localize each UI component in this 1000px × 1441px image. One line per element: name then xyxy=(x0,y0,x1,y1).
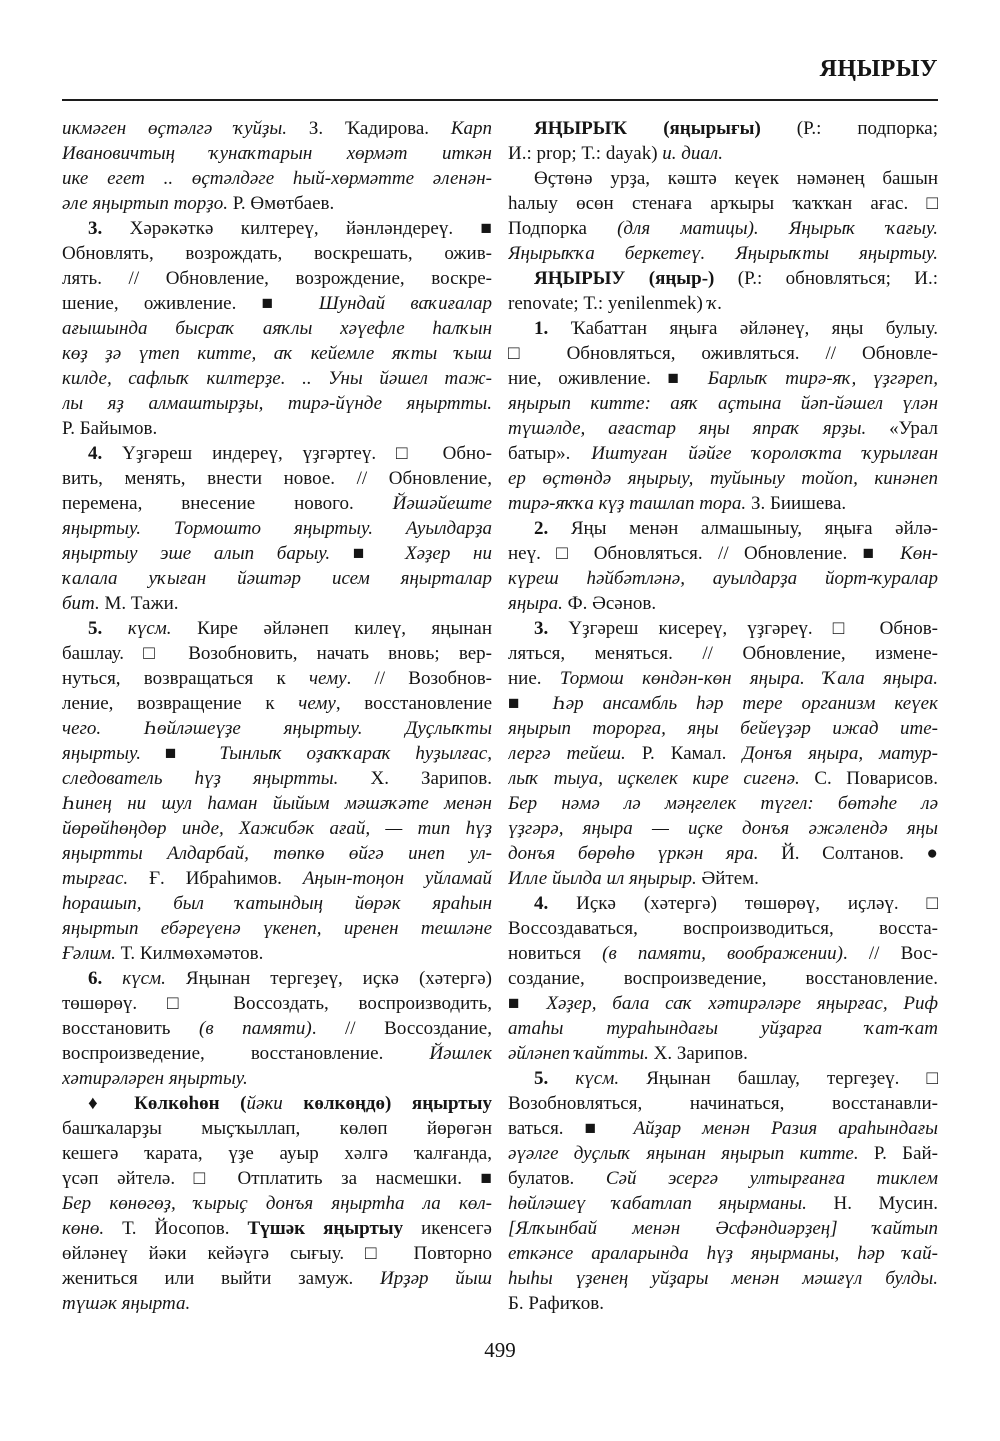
text-run: әле яңыртып торҙо. xyxy=(62,193,228,214)
text-run: һалыу өсөн стенаға арҡыры ҡаҡҡан ағас. □ xyxy=(508,193,938,214)
text-run: Кире әйләнеп килеү, яңынан xyxy=(171,618,492,639)
text-run: түшәк яңырта. xyxy=(62,1293,191,1314)
text-line xyxy=(62,1191,492,1216)
text-run: ние, оживление. ■ xyxy=(508,368,708,389)
text-line xyxy=(62,866,492,891)
text-run: яңыра. xyxy=(508,593,563,614)
text-line xyxy=(62,116,492,141)
text-line xyxy=(508,1041,938,1066)
text-line xyxy=(62,1241,492,1266)
text-columns xyxy=(62,116,938,1316)
text-run: 4. xyxy=(88,443,103,464)
text-run: шение, оживление. ■ xyxy=(62,293,319,314)
text-run: ние. xyxy=(508,668,560,689)
text-line xyxy=(508,866,938,891)
text-run: . // Вос- xyxy=(842,943,938,964)
text-line xyxy=(62,1041,492,1066)
text-run: Ғәлим. xyxy=(62,943,116,964)
page-number: 499 xyxy=(484,1338,516,1362)
text-run: создание, воспроизведение, восстановление. xyxy=(508,968,938,989)
text-run: яңыртыу. Тормошто яңыртыу. Ауылдарҙа xyxy=(62,518,492,539)
text-run: Воссоздаваться, воспроизводиться, восста- xyxy=(508,918,938,939)
text-run: Яңы менән алмашыныу, яңыға әйлә- xyxy=(548,518,938,539)
text-run: Хәрәкәткә килтереү, йәнләндереү. ■ xyxy=(102,218,492,239)
text-run: Тынлыҡ оҙаҡҡараҡ һуҙылғас, xyxy=(219,743,492,764)
text-run: (в памяти, воображении) xyxy=(602,943,843,964)
text-run: килде, сафлыҡ килтерҙе. .. Уны йәшел таж- xyxy=(62,368,492,389)
text-line xyxy=(62,566,492,591)
text-run: көнө. xyxy=(62,1218,105,1239)
text-run: Н. Мусин. xyxy=(806,1193,938,1214)
text-run: нуться, возвращаться к xyxy=(62,668,309,689)
text-run: ҡалала уҡыған йәштәр исем яңырталар xyxy=(62,568,492,589)
text-line xyxy=(508,416,938,441)
text-run: Т. Килмөхәмәтов. xyxy=(115,943,264,964)
text-run: һөйләшеү ҡабатлап яңырманы. xyxy=(508,1193,807,1214)
text-line xyxy=(508,266,938,291)
text-run: Ирҙәр йыш xyxy=(379,1268,492,1289)
text-run: икенсегә xyxy=(403,1218,492,1239)
text-run: неү. □ Обновляться. // Обновление. ■ xyxy=(508,543,901,564)
text-run: 4. xyxy=(534,893,549,914)
text-line xyxy=(508,541,938,566)
text-run: лергә тейеш. xyxy=(508,743,626,764)
text-run: яңыртыу эше алып барыу. xyxy=(62,543,331,564)
text-run: Иштуған йәйге ҡоролоҡта ҡурылған xyxy=(591,443,938,464)
text-line xyxy=(62,1091,492,1116)
text-line xyxy=(62,991,492,1016)
text-run: үҙгәрә, яңыра — иҫке донъя әжәлендә яңы xyxy=(508,818,938,839)
text-run: лы яҙ алмаштырҙы, тирә-йүнде яңыртты. xyxy=(62,393,492,414)
text-line xyxy=(62,1216,492,1241)
text-run: тырғас. xyxy=(62,868,129,889)
text-run: башлау. □ Возобновить, начать вновь; вер- xyxy=(62,643,492,664)
text-run: ляться, меняться. // Обновление, измене- xyxy=(508,643,938,664)
text-line xyxy=(62,141,492,166)
text-run: Үҙгәреш кисереү, үҙгәреү. □ Обнов- xyxy=(548,618,938,639)
text-line xyxy=(62,891,492,916)
text-line xyxy=(508,941,938,966)
running-head: ЯҢЫРЫУ xyxy=(819,56,938,82)
text-line xyxy=(62,441,492,466)
text-run: 2. xyxy=(534,518,549,539)
text-run: күреш һәйбәтләнә, ауылдарҙа йорт-ҡуралар xyxy=(508,568,938,589)
text-run: күсм. xyxy=(548,1068,620,1089)
text-run: 5. xyxy=(534,1068,549,1089)
text-line xyxy=(508,116,938,141)
text-run: (для матицы). Яңырыҡ ҡағыу. xyxy=(617,218,938,239)
text-run: үсәп әйтелә. □ Отплатить за насмешки. ■ xyxy=(62,1168,492,1189)
text-run: Илле йылда ил яңырыр. xyxy=(508,868,697,889)
text-run: бит. xyxy=(62,593,100,614)
text-line xyxy=(508,966,938,991)
text-run: ваться. ■ xyxy=(508,1118,634,1139)
text-line xyxy=(62,241,492,266)
text-run: көҙ ҙә үтеп китте, аҡ кейемле яҡты ҡыш xyxy=(62,343,492,364)
text-run: З. Биишева. xyxy=(746,493,847,514)
text-run: И.: prop; Т.: dayak) xyxy=(508,143,663,164)
text-line xyxy=(508,1066,938,1091)
text-run: Аңын-тоңон уйламай xyxy=(302,868,492,889)
text-run: Возобновляться, начинаться, восстанавли- xyxy=(508,1093,938,1114)
text-line xyxy=(508,591,938,616)
text-run: башҡаларҙы мыҫҡыллап, көлөп йөрөгән xyxy=(62,1118,492,1139)
text-line xyxy=(508,466,938,491)
text-line xyxy=(508,991,938,1016)
text-line xyxy=(62,366,492,391)
text-line xyxy=(508,1216,938,1241)
text-line xyxy=(62,691,492,716)
text-line xyxy=(508,691,938,716)
text-run: «Урал xyxy=(866,418,938,439)
text-run: Й. Солтанов. ● xyxy=(758,843,938,864)
text-line xyxy=(62,641,492,666)
text-run: атаһы тураһындағы уйҙарға ҡат-ҡат xyxy=(508,1018,938,1039)
text-line xyxy=(508,241,938,266)
text-line xyxy=(508,916,938,941)
text-run: Х. Зарипов. xyxy=(338,768,492,789)
text-line xyxy=(508,191,938,216)
text-line xyxy=(62,341,492,366)
text-line xyxy=(62,416,492,441)
text-run: жениться или выйти замуж. xyxy=(62,1268,380,1289)
text-run: төшөрөү. □ Воссоздать, воспроизводить, xyxy=(62,993,492,1014)
text-run: Бер нәмә лә мәңгелек түгел: бөтәһе лә xyxy=(508,793,938,814)
text-line xyxy=(508,441,938,466)
text-line xyxy=(508,316,938,341)
text-run: Үҙгәреш индереү, үҙгәртеү. □ Обно- xyxy=(102,443,492,464)
text-line xyxy=(62,741,492,766)
text-line xyxy=(62,316,492,341)
text-run: ■ xyxy=(508,993,547,1014)
text-line xyxy=(508,1291,938,1316)
text-run: Көн- xyxy=(900,543,938,564)
text-run: Яңынан башлау, тергеҙеү. □ xyxy=(619,1068,938,1089)
text-run: renovate; Т.: yenilenmek) xyxy=(508,293,708,314)
text-line xyxy=(508,491,938,516)
text-run: 3. xyxy=(534,618,549,639)
text-run: Сәй эсергә ултырғанға тиклем xyxy=(605,1168,938,1189)
text-line xyxy=(62,941,492,966)
text-run: . // Возобнов- xyxy=(346,668,492,689)
text-run: ер өҫтөндә яңырыу, туйыныу тойоп, кинәнеп xyxy=(508,468,938,489)
text-run: Т. Йосопов. xyxy=(104,1218,248,1239)
text-line xyxy=(62,1116,492,1141)
text-run: ЯҢЫРЫҠ (яңырығы) xyxy=(534,118,761,139)
text-run: ағышында бысраҡ аяҡлы хәүефле һалҡын xyxy=(62,318,492,339)
text-run: һорашып, был ҡатындың йөрәк яраһын xyxy=(62,893,492,914)
text-run: 6. xyxy=(88,968,103,989)
text-run: [Ялҡынбай менән Әсфәндиәрҙең] ҡайтып xyxy=(508,1218,938,1239)
text-line xyxy=(62,166,492,191)
text-line xyxy=(62,916,492,941)
text-run: Иҫкә (хәтергә) төшөрөү, иҫләү. □ xyxy=(548,893,938,914)
text-run: восстановить xyxy=(62,1018,200,1039)
text-run: Х. Зарипов. xyxy=(648,1043,748,1064)
text-line xyxy=(508,1166,938,1191)
text-line xyxy=(62,1266,492,1291)
text-line xyxy=(508,566,938,591)
text-run: Йәшлек xyxy=(429,1043,492,1064)
text-run: өйләнеү йәки кейәүгә сығыу. □ Повторно xyxy=(62,1243,492,1264)
text-run: Хәҙер ни xyxy=(404,543,492,564)
text-run: ление, возвращение к xyxy=(62,693,299,714)
text-run: еткәнсе араларында һүҙ яңырманы, һәр ҡай- xyxy=(508,1243,938,1264)
text-run: Айҙар менән Разия араһындағы xyxy=(633,1118,938,1139)
text-run: Шундай ваҡиғалар xyxy=(318,293,492,314)
text-line xyxy=(508,766,938,791)
text-line xyxy=(508,1266,938,1291)
column-right xyxy=(508,116,938,1316)
text-line xyxy=(508,741,938,766)
text-line xyxy=(508,216,938,241)
text-run: Обновлять, возрождать, воскрешать, ожив- xyxy=(62,243,492,264)
text-line xyxy=(62,191,492,216)
text-run: түшәлде, ағастар яңы япраҡ ярҙы. xyxy=(508,418,867,439)
text-run: и. диал. xyxy=(662,143,723,164)
column-left xyxy=(62,116,492,1316)
text-run: чему xyxy=(308,668,347,689)
text-line xyxy=(508,366,938,391)
text-run: Ф. Әсәнов. xyxy=(562,593,657,614)
text-run: ике егет .. өҫтәлдәге һый-хөрмәтте әленән- xyxy=(62,168,492,189)
text-line xyxy=(508,166,938,191)
text-line xyxy=(62,1141,492,1166)
text-line xyxy=(62,516,492,541)
text-line xyxy=(62,466,492,491)
text-run: тирә-яҡҡа күҙ ташлап тора. xyxy=(508,493,747,514)
text-run: күсм. xyxy=(102,968,166,989)
text-line xyxy=(62,391,492,416)
text-line xyxy=(508,1016,938,1041)
text-run: Яңырыҡҡа беркетеү. Яңырыҡты яңыртыу. xyxy=(508,243,938,264)
text-run: Һәр ансамбль һәр тере организм кеүек xyxy=(552,693,938,714)
text-line xyxy=(62,966,492,991)
text-run: Р. Камал. xyxy=(625,743,743,764)
text-run: новиться xyxy=(508,943,603,964)
text-run: Р. Өмөтбаев. xyxy=(227,193,335,214)
text-run: яңырып китте: аяҡ аҫтына йәп-йәшел үлән xyxy=(508,393,938,414)
text-run: Р. Байымов. xyxy=(62,418,158,439)
text-line xyxy=(508,816,938,841)
text-run: воспроизведение, восстановление. xyxy=(62,1043,430,1064)
text-run: М. Тажи. xyxy=(99,593,179,614)
text-run: лыҡ тыуа, иҫкелек кире сигенә. xyxy=(508,768,800,789)
text-line xyxy=(62,491,492,516)
text-run: йәки xyxy=(246,1093,283,1114)
text-run: Ғ. Ибраһимов. xyxy=(128,868,303,889)
text-line xyxy=(508,291,938,316)
text-line xyxy=(62,1016,492,1041)
text-run: икмәген өҫтәлгә ҡуйҙы. xyxy=(62,118,288,139)
text-run: следователь һүҙ яңыртты. xyxy=(62,768,339,789)
text-run: ЯҢЫРЫУ (яңыр-) xyxy=(534,268,715,289)
text-run: күсм. xyxy=(102,618,172,639)
text-line xyxy=(508,641,938,666)
text-run: Һинең ни шул һаман йыйым мәшәҡәте менән xyxy=(62,793,492,814)
text-run: ♦ xyxy=(88,1093,135,1114)
text-line xyxy=(508,716,938,741)
text-line xyxy=(508,841,938,866)
text-run: яңыртып ебәреүенә үкенеп, иренен тешләне xyxy=(62,918,492,939)
text-run: Әйтем. xyxy=(696,868,759,889)
text-run: Донъя яңыра, матур- xyxy=(742,743,938,764)
text-run: әүәлге дуҫлыҡ яңынан яңырып китте. xyxy=(508,1143,859,1164)
header-divider xyxy=(62,99,938,101)
text-run: Түшәк яңыртыу xyxy=(247,1218,404,1239)
text-run: ҡ. xyxy=(707,293,723,314)
text-run: □ Обновляться, оживляться. // Обновле- xyxy=(508,343,938,364)
text-run: чему xyxy=(298,693,336,714)
text-run: 1. xyxy=(534,318,549,339)
text-line xyxy=(508,666,938,691)
text-run: донъя бөрөһө үркән яра. xyxy=(508,843,759,864)
text-line xyxy=(508,616,938,641)
text-run: һыһы үҙенең уйҙары менән мәшғүл булды. xyxy=(508,1268,938,1289)
text-line xyxy=(508,341,938,366)
text-line xyxy=(508,891,938,916)
text-line xyxy=(508,1191,938,1216)
text-line xyxy=(62,766,492,791)
text-run: Подпорка xyxy=(508,218,618,239)
text-line xyxy=(62,791,492,816)
text-line xyxy=(508,1241,938,1266)
text-run: (Р.: обновляться; И.: xyxy=(714,268,938,289)
text-line xyxy=(62,216,492,241)
text-run: (Р.: подпорка; xyxy=(760,118,938,139)
text-run: С. Поварисов. xyxy=(799,768,938,789)
text-line xyxy=(62,666,492,691)
text-run: яңырып торорға, яңы бейеүҙәр ижад ите- xyxy=(508,718,938,739)
text-run: Б. Рафиҡов. xyxy=(508,1293,605,1314)
text-run: яңыртыу. xyxy=(62,743,141,764)
text-run: перемена, внесение нового. xyxy=(62,493,393,514)
text-line xyxy=(62,266,492,291)
text-run: лять. // Обновление, возрождение, воскре- xyxy=(62,268,492,289)
text-run: ■ xyxy=(140,743,220,764)
text-run: ■ xyxy=(330,543,405,564)
text-run: батыр». xyxy=(508,443,592,464)
text-line xyxy=(62,716,492,741)
text-line xyxy=(62,541,492,566)
text-run: Яңынан тергеҙеү, иҫкә (хәтергә) xyxy=(165,968,492,989)
text-run: Ивановичтың ҡунаҡтарын хөрмәт иткән xyxy=(62,143,492,164)
text-run: Тормош көндән-көн яңыра. Ҡала яңыра. xyxy=(559,668,938,689)
text-run: , восстановление xyxy=(335,693,492,714)
text-run: Хәҙер, бала саҡ хәтирәләре яңырғас, Риф xyxy=(546,993,938,1014)
text-line xyxy=(508,791,938,816)
text-line xyxy=(508,516,938,541)
text-run: йөрөйһөңдөр инде, Хажибәк ағай, — тип һүҙ xyxy=(62,818,492,839)
text-run: Йәшәйеште xyxy=(392,493,492,514)
text-run: Ҡабаттан яңыға әйләнеү, яңы булыу. xyxy=(548,318,938,339)
text-run: . // Воссоздание, xyxy=(311,1018,492,1039)
text-line xyxy=(508,141,938,166)
text-run: кешегә ҡарата, үҙе ауыр хәлгә ҡалғанда, xyxy=(62,1143,492,1164)
text-run: көлкөңдө) яңыртыу xyxy=(282,1093,492,1114)
text-run: 3. xyxy=(88,218,103,239)
text-run: 5. xyxy=(88,618,103,639)
text-line xyxy=(508,1116,938,1141)
text-run: Барлыҡ тирә-яҡ, үҙгәреп, xyxy=(707,368,938,389)
text-line xyxy=(62,616,492,641)
text-run: вить, менять, внести новое. // Обновление, xyxy=(62,468,492,489)
text-run: (в памяти) xyxy=(199,1018,312,1039)
text-run: Р. Бай- xyxy=(858,1143,938,1164)
text-line xyxy=(62,1066,492,1091)
text-line xyxy=(508,391,938,416)
text-line xyxy=(62,816,492,841)
text-run: чего. Һөйләшеүҙе яңыртыу. Дуҫлыҡты xyxy=(62,718,492,739)
text-run: Карп xyxy=(450,118,492,139)
text-line xyxy=(62,841,492,866)
text-run: Өҫтөнә урҙа, кәштә кеүек нәмәнең башын xyxy=(534,168,938,189)
text-run: булатов. xyxy=(508,1168,606,1189)
text-run: З. Ҡадирова. xyxy=(287,118,451,139)
text-line xyxy=(508,1091,938,1116)
text-run: Бер көнөгөҙ, ҡырыҫ донъя яңыртһа ла көл- xyxy=(62,1193,492,1214)
text-run: ■ xyxy=(508,693,553,714)
text-run: яңыртты Алдарбай, төпкө өйгә инеп ул- xyxy=(62,843,492,864)
text-line xyxy=(62,291,492,316)
text-line xyxy=(62,1166,492,1191)
text-line xyxy=(508,1141,938,1166)
text-run: хәтирәләрен яңыртыу. xyxy=(62,1068,248,1089)
text-line xyxy=(62,591,492,616)
text-run: әйләнеп ҡайтты. xyxy=(508,1043,649,1064)
text-run: Көлкөһөн ( xyxy=(134,1093,247,1114)
text-line xyxy=(62,1291,492,1316)
